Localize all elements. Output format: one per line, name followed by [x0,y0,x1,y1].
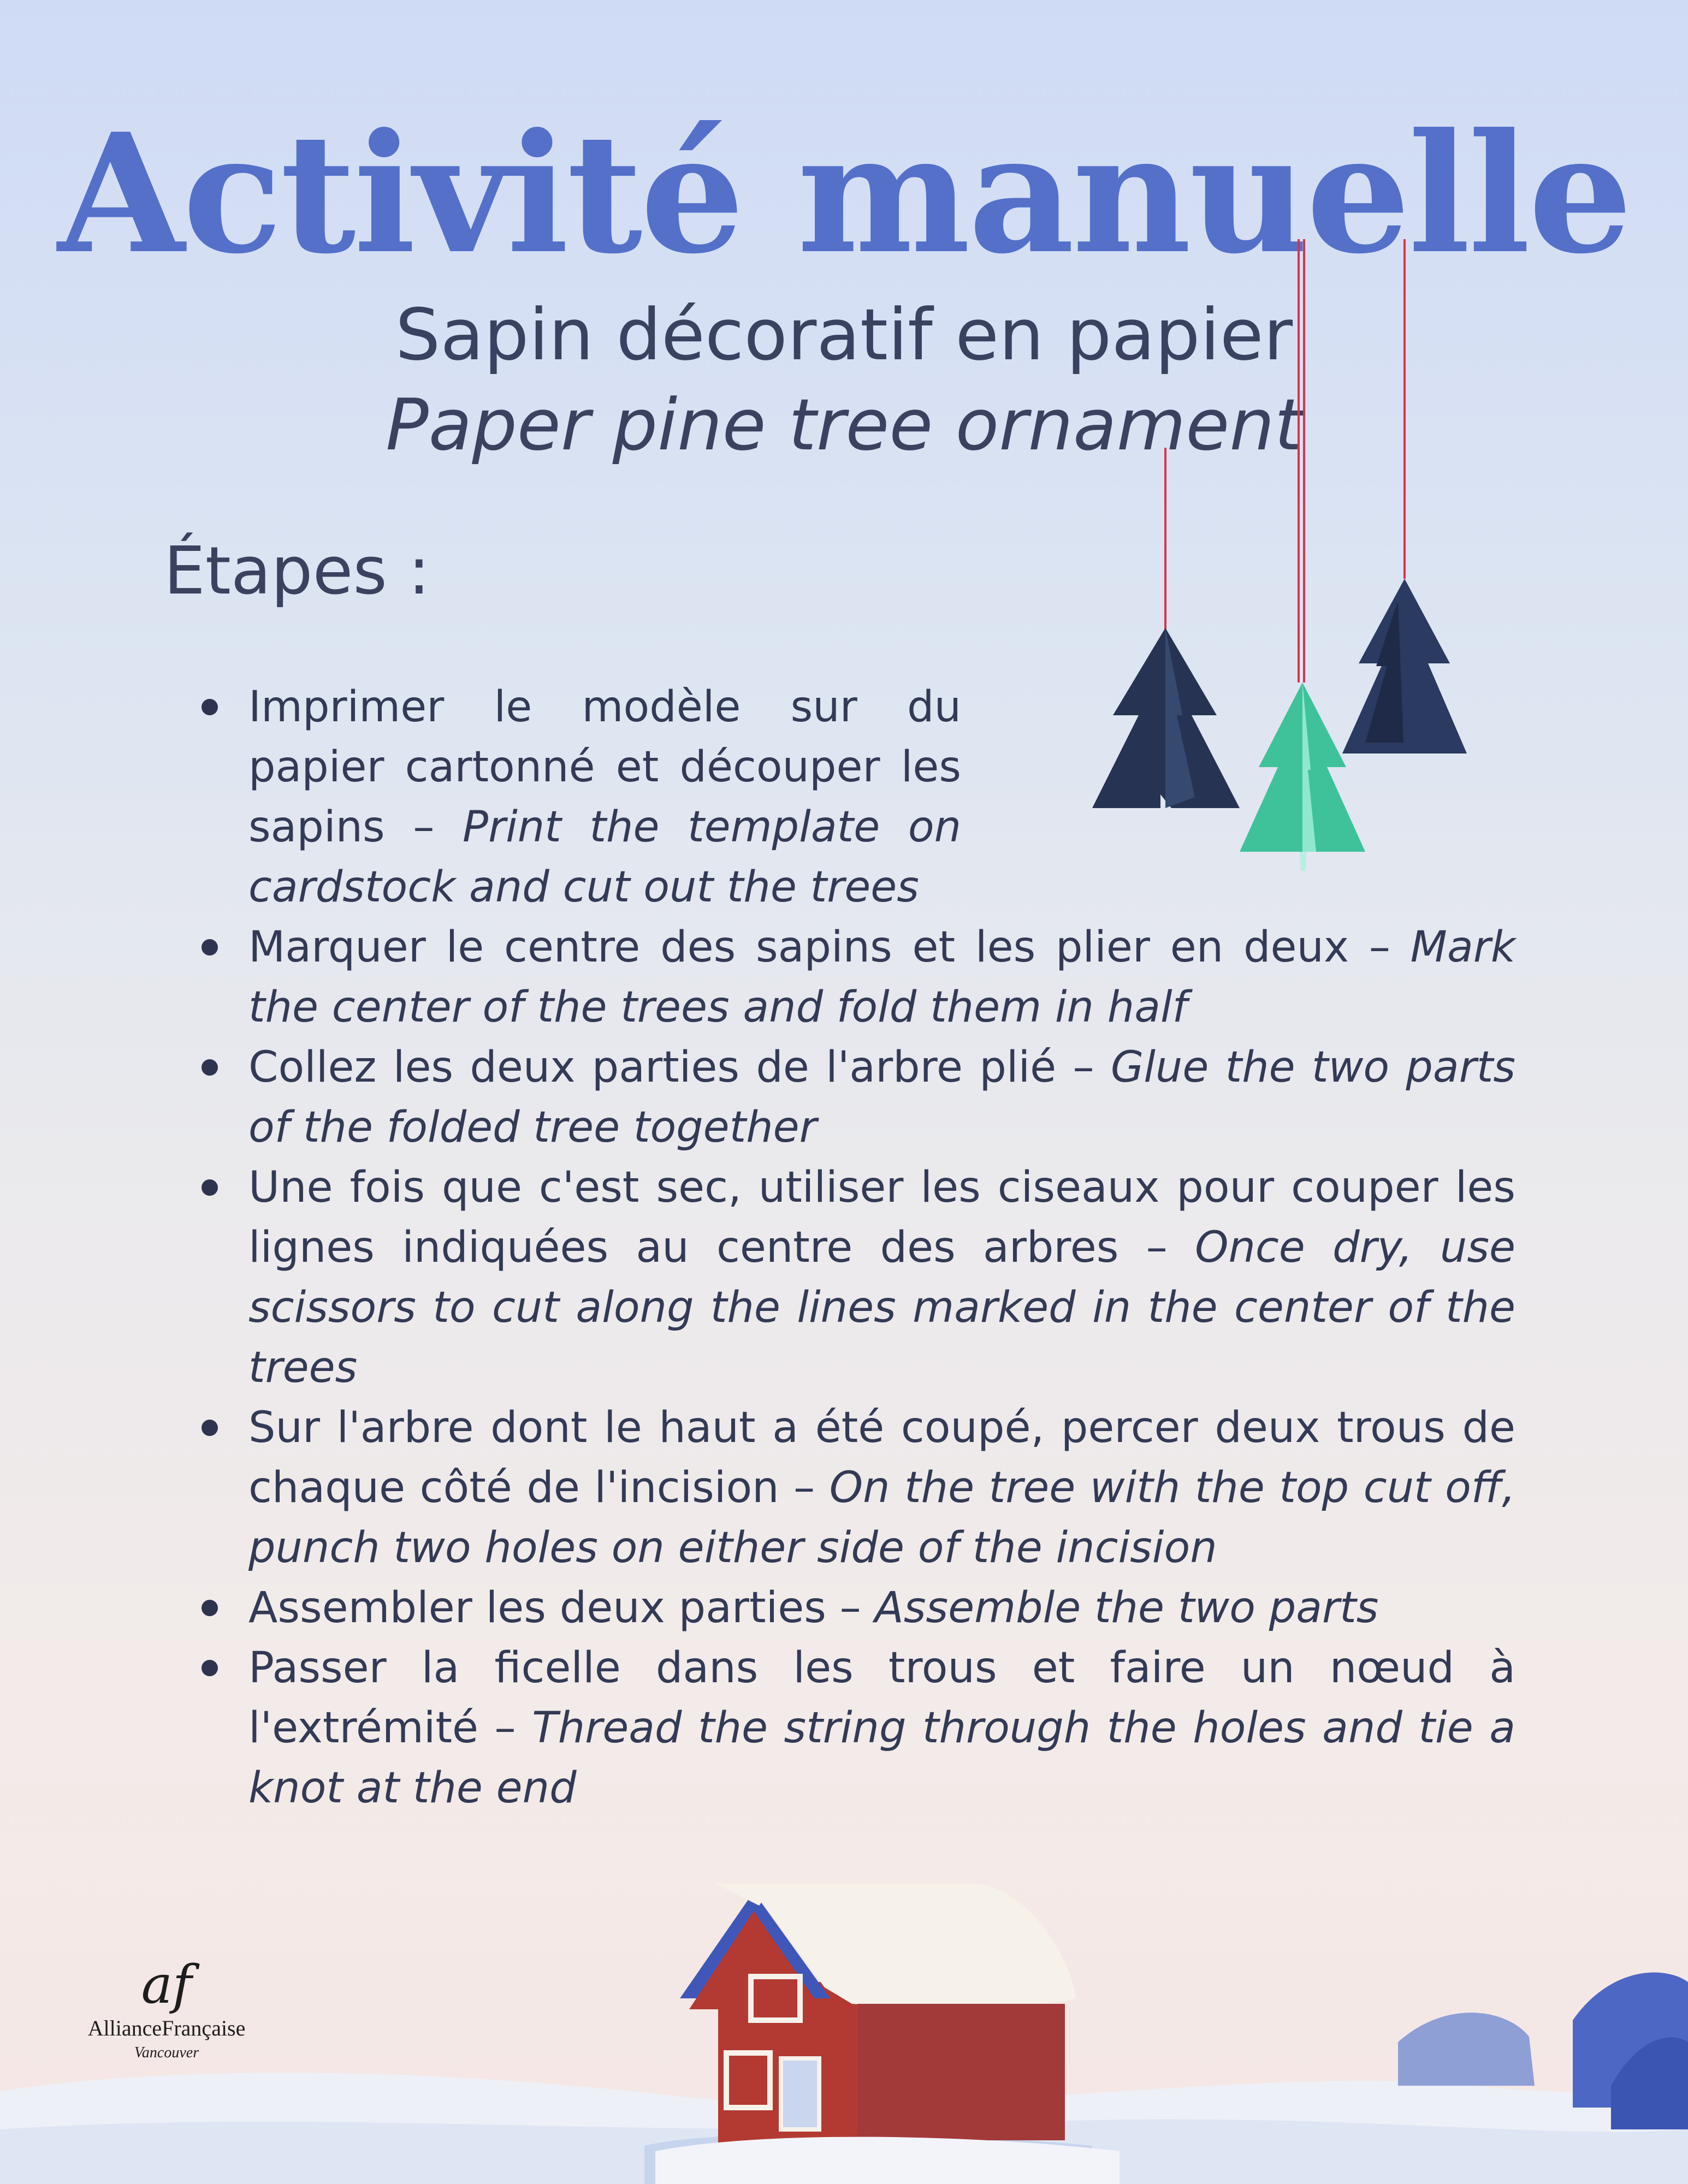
alliance-francaise-logo [76,1955,257,2064]
step-text-en: Print the template on cardstock and cut out the trees [248,803,962,912]
step-text-fr: Imprimer le modèle sur du papier cartonné et découper les sapins – [248,682,961,852]
steps-heading: Étapes : [164,533,430,609]
page-title: Activité manuelle [57,97,1631,290]
step-text-en: On the tree with the top cut off, punch two holes on either side of the incision [248,1463,1515,1572]
list-item [194,1037,1515,1158]
list-item [194,1158,1515,1398]
step-text-fr: Marquer le centre des sapins et les plier en deux – [248,923,1411,972]
step-text-en: Thread the string through the holes and tie a knot at the end [248,1704,1515,1813]
logo-mark: af [141,1954,192,2015]
step-text-fr: Une fois que c'est sec, utiliser les ciseaux pour couper les lignes indiquées au centre des arbres – [248,1163,1515,1272]
step-text-en: Assemble the two parts [874,1583,1379,1633]
step-text-fr: Collez les deux parties de l'arbre plié – [248,1043,1111,1092]
steps-list [194,677,1515,1818]
step-text-en: Glue the two parts of the folded tree together [248,1043,1515,1152]
subtitle-french: Sapin décoratif en papier [395,293,1293,376]
list-item [194,1398,1515,1578]
list-item [194,677,961,917]
logo-name: AllianceFrançaise [87,2016,246,2040]
list-item [194,1578,1515,1638]
subtitle-english: Paper pine tree ornament [386,383,1302,466]
logo-city: Vancouver [134,2044,199,2061]
step-text-en: Once dry, use scissors to cut along the lines marked in the center of the trees [248,1223,1515,1392]
list-item [194,917,1515,1037]
step-text-fr: Passer la ficelle dans les trous et faire un nœud à l'extrémité – [248,1643,1515,1753]
step-text-fr: Sur l'arbre dont le haut a été coupé, percer deux trous de chaque côté de l'incision – [248,1403,1515,1512]
step-text-en: Mark the center of the trees and fold them in half [248,923,1515,1032]
list-item [194,1638,1515,1818]
step-text-fr: Assembler les deux parties – [248,1583,875,1633]
